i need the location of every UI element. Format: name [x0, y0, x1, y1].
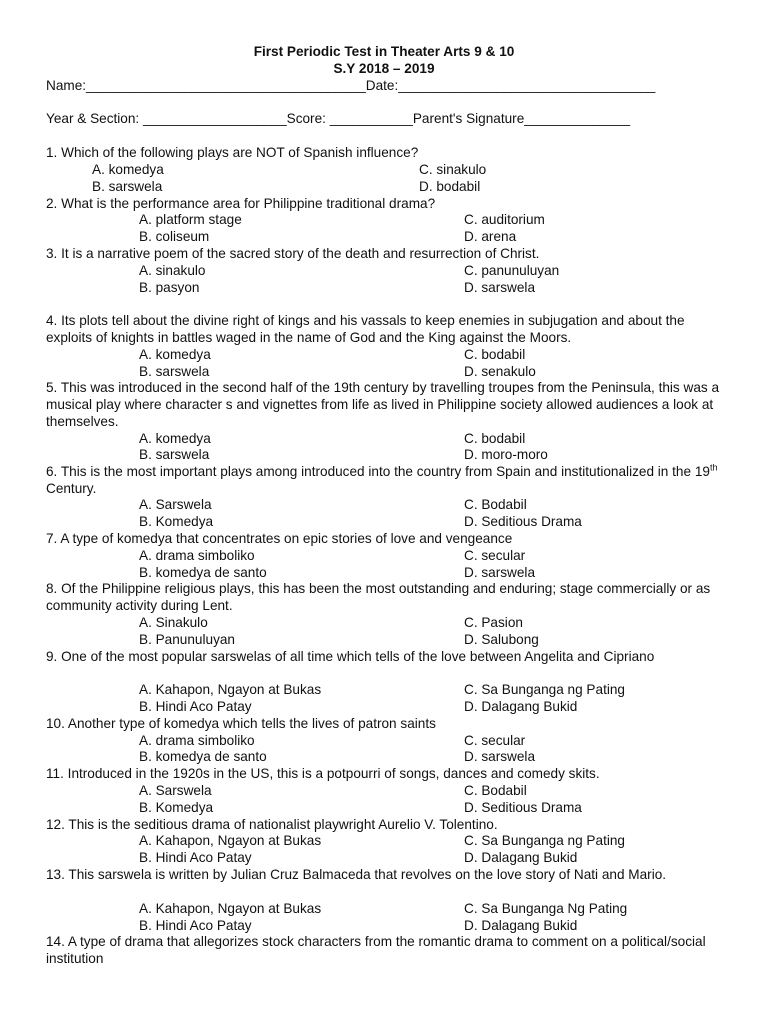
question-9: 9. One of the most popular sarswelas of all time which tells of the love between Angelita and Cipriano	[46, 649, 655, 664]
q11-option-c: C. Bodabil	[464, 783, 527, 798]
q7-option-d: D. sarswela	[464, 565, 536, 580]
q12-option-b: B. Hindi Aco Patay	[139, 850, 252, 865]
q8-option-c: C. Pasion	[464, 615, 523, 630]
q4-option-a: A. komedya	[139, 347, 211, 362]
q2-option-b: B. coliseum	[139, 229, 210, 244]
q6-text-pre: 6. This is the most important plays among introduced into the country from Spain and institutionalized in the 19	[46, 464, 710, 479]
q8-option-a: A. Sinakulo	[139, 615, 208, 630]
question-1: 1. Which of the following plays are NOT of Spanish influence?	[46, 145, 419, 160]
q4-option-d: D. senakulo	[464, 364, 536, 379]
q6-option-d: D. Seditious Drama	[464, 514, 582, 529]
q10-option-b: B. komedya de santo	[139, 749, 267, 764]
q13-option-d: D. Dalagang Bukid	[464, 918, 578, 933]
q3-option-a: A. sinakulo	[139, 263, 206, 278]
q3-option-b: B. pasyon	[139, 280, 200, 295]
question-10: 10. Another type of komedya which tells the lives of patron saints	[46, 716, 436, 731]
question-7: 7. A type of komedya that concentrates on epic stories of love and vengeance	[46, 531, 513, 546]
q3-option-c: C. panunuluyan	[464, 263, 560, 278]
question-3: 3. It is a narrative poem of the sacred story of the death and resurrection of Christ.	[46, 246, 540, 261]
q2-option-c: C. auditorium	[464, 212, 545, 227]
q5-option-a: A. komedya	[139, 431, 211, 446]
q10-option-c: C. secular	[464, 733, 526, 748]
q4-option-b: B. sarswela	[139, 364, 210, 379]
q4-option-c: C. bodabil	[464, 347, 526, 362]
q7-option-b: B. komedya de santo	[139, 565, 267, 580]
q11-option-a: A. Sarswela	[139, 783, 212, 798]
question-12: 12. This is the seditious drama of nationalist playwright Aurelio V. Tolentino.	[46, 817, 498, 832]
question-6	[46, 464, 722, 498]
q11-option-d: D. Seditious Drama	[464, 800, 582, 815]
q13-option-b: B. Hindi Aco Patay	[139, 918, 252, 933]
question-4: 4. Its plots tell about the divine right of kings and his vassals to keep enemies in subjugation and about the exploits of knights in battles waged in the name of God and the King against the Moors.	[46, 313, 685, 345]
q8-option-b: B. Panunuluyan	[139, 632, 235, 647]
q6-text-post: Century.	[46, 480, 97, 496]
test-title: First Periodic Test in Theater Arts 9 & 10	[253, 44, 515, 59]
year-section-score-signature-line: Year & Section: ___________________Score: ___________Parent's Signature______________	[46, 111, 631, 126]
question-8: 8. Of the Philippine religious plays, this has been the most outstanding and enduring; stage commercially or as community activity during Lent.	[46, 581, 711, 613]
q12-option-c: C. Sa Bunganga ng Pating	[464, 833, 625, 848]
q3-option-d: D. sarswela	[464, 280, 536, 295]
question-13: 13. This sarswela is written by Julian Cruz Balmaceda that revolves on the love story of Nati and Mario.	[46, 867, 667, 882]
q1-option-b: B. sarswela	[92, 179, 163, 194]
q8-option-d: D. Salubong	[464, 632, 539, 647]
q11-option-b: B. Komedya	[139, 800, 214, 815]
question-14: 14. A type of drama that allegorizes stock characters from the romantic drama to comment on a political/social institution	[46, 934, 706, 966]
q7-option-c: C. secular	[464, 548, 526, 563]
name-date-line: Name:_____________________________________Date:__________________________________	[46, 78, 656, 93]
q6-option-a: A. Sarswela	[139, 497, 212, 512]
q6-option-c: C. Bodabil	[464, 497, 527, 512]
question-5: 5. This was introduced in the second half of the 19th century by travelling troupes from the Peninsula, this was a musical play where character s and vignettes from life as lived in Philippine society allowed audiences a look at themselves.	[46, 380, 720, 429]
q6-text-superscript: th	[709, 462, 718, 473]
q5-option-b: B. sarswela	[139, 447, 210, 462]
q1-option-c: C. sinakulo	[419, 162, 487, 177]
q7-option-a: A. drama simboliko	[139, 548, 255, 563]
q5-option-d: D. moro-moro	[464, 447, 548, 462]
q10-option-a: A. drama simboliko	[139, 733, 255, 748]
q1-option-a: A. komedya	[92, 162, 164, 177]
question-11: 11. Introduced in the 1920s in the US, this is a potpourri of songs, dances and comedy skits.	[46, 766, 600, 781]
q9-option-c: C. Sa Bunganga ng Pating	[464, 682, 625, 697]
q2-option-d: D. arena	[464, 229, 517, 244]
q12-option-d: D. Dalagang Bukid	[464, 850, 578, 865]
q9-option-b: B. Hindi Aco Patay	[139, 699, 252, 714]
q12-option-a: A. Kahapon, Ngayon at Bukas	[139, 833, 322, 848]
q13-option-c: C. Sa Bunganga Ng Pating	[464, 901, 628, 916]
q5-option-c: C. bodabil	[464, 431, 526, 446]
q6-option-b: B. Komedya	[139, 514, 214, 529]
q13-option-a: A. Kahapon, Ngayon at Bukas	[139, 901, 322, 916]
question-2: 2. What is the performance area for Philippine traditional drama?	[46, 196, 436, 211]
q10-option-d: D. sarswela	[464, 749, 536, 764]
q1-option-d: D. bodabil	[419, 179, 481, 194]
q9-option-a: A. Kahapon, Ngayon at Bukas	[139, 682, 322, 697]
school-year: S.Y 2018 – 2019	[333, 61, 435, 76]
q9-option-d: D. Dalagang Bukid	[464, 699, 578, 714]
q2-option-a: A. platform stage	[139, 212, 242, 227]
